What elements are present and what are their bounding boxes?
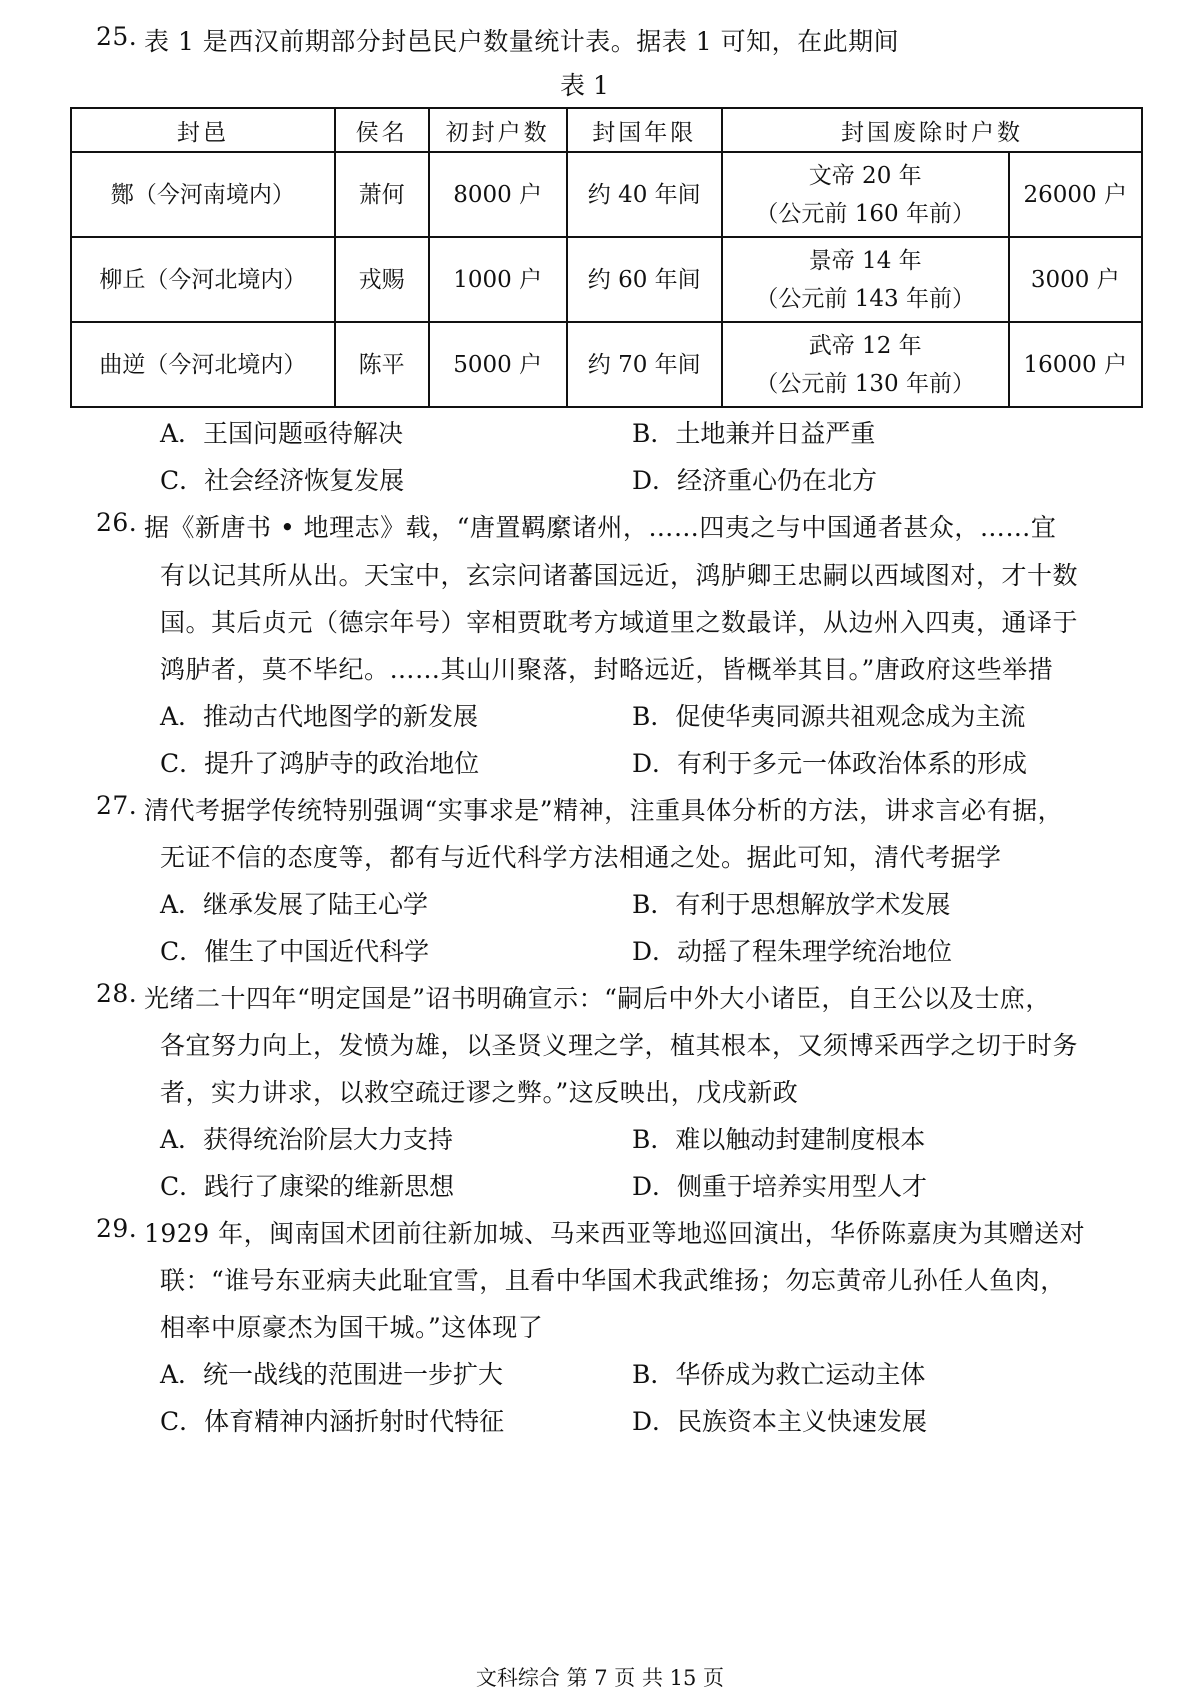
option-a: A．推动古代地图学的新发展 xyxy=(160,702,479,731)
cell-initial: 5000 户 xyxy=(429,322,567,407)
option-b: B．华侨成为救亡运动主体 xyxy=(632,1360,926,1389)
cell-marquis: 戎赐 xyxy=(335,237,429,322)
option-d: D．侧重于培养实用型人才 xyxy=(632,1172,928,1201)
option-a: A．王国问题亟待解决 xyxy=(160,419,404,448)
option-c: C．社会经济恢复发展 xyxy=(160,466,405,495)
option-b: B．土地兼并日益严重 xyxy=(632,419,876,448)
end-date: （公元前 143 年前） xyxy=(755,285,975,312)
option-b: B．难以触动封建制度根本 xyxy=(632,1125,926,1154)
question-stem-line: 鸿胪者，莫不毕纪。……其山川聚落，封略远近，皆概举其目。”唐政府这些举措 xyxy=(160,655,1054,684)
option-c: C．催生了中国近代科学 xyxy=(160,937,430,966)
question-stem-line: 清代考据学传统特别强调“实事求是”精神，注重具体分析的方法，讲求言必有据， xyxy=(144,796,1064,825)
table-row xyxy=(71,237,1142,322)
cell-fief: 曲逆（今河北境内） xyxy=(71,322,335,407)
question-number: 26. xyxy=(96,508,138,537)
option-b: B．促使华夷同源共祖观念成为主流 xyxy=(632,702,1026,731)
fief-household-table xyxy=(70,107,1143,408)
cell-end-households: 3000 户 xyxy=(1009,237,1143,322)
question-stem-line: 1929 年，闽南国术团前往新加城、马来西亚等地巡回演出，华侨陈嘉庚为其赠送对 xyxy=(144,1219,1086,1248)
question-stem-line: 有以记其所从出。天宝中，玄宗问诸蕃国远近，鸿胪卿王忠嗣以西域图对，才十数 xyxy=(160,561,1079,590)
question-stem-line: 无证不信的态度等，都有与近代科学方法相通之处。据此可知，清代考据学 xyxy=(160,843,1002,872)
option-b: B．有利于思想解放学术发展 xyxy=(632,890,951,919)
table-row xyxy=(71,322,1142,407)
end-date: （公元前 160 年前） xyxy=(755,200,975,227)
table-row xyxy=(71,152,1142,237)
question-stem-line: 国。其后贞元（德宗年号）宰相贾耽考方域道里之数最详，从边州入四夷，通译于 xyxy=(160,608,1079,637)
option-d: D．动摇了程朱理学统治地位 xyxy=(632,937,953,966)
option-c: C．体育精神内涵折射时代特征 xyxy=(160,1407,505,1436)
question-number: 27. xyxy=(96,791,138,820)
option-d: D．有利于多元一体政治体系的形成 xyxy=(632,749,1028,778)
end-reign: 武帝 12 年 xyxy=(808,332,922,359)
option-c: C．践行了康梁的维新思想 xyxy=(160,1172,455,1201)
option-a: A．继承发展了陆王心学 xyxy=(160,890,429,919)
table-caption: 表 1 xyxy=(560,71,609,100)
cell-initial: 8000 户 xyxy=(429,152,567,237)
cell-end-time xyxy=(722,237,1009,322)
option-d: D．经济重心仍在北方 xyxy=(632,466,878,495)
question-stem-line: 联：“谁号东亚病夫此耻宜雪，且看中华国术我武维扬；勿忘黄帝儿孙任人鱼肉， xyxy=(160,1266,1066,1295)
cell-years: 约 40 年间 xyxy=(567,152,722,237)
page-footer: 文科综合 第 7 页 共 15 页 xyxy=(475,1666,725,1690)
question-stem: 表 1 是西汉前期部分封邑民户数量统计表。据表 1 可知，在此期间 xyxy=(144,27,900,56)
cell-years: 约 70 年间 xyxy=(567,322,722,407)
question-number: 29. xyxy=(96,1214,138,1243)
end-reign: 文帝 20 年 xyxy=(808,162,922,189)
cell-end-households: 26000 户 xyxy=(1009,152,1143,237)
question-stem-line: 相率中原豪杰为国干城。”这体现了 xyxy=(160,1313,544,1342)
question-stem-line: 各宜努力向上，发愤为雄，以圣贤义理之学，植其根本，又须博采西学之切于时务 xyxy=(160,1031,1079,1060)
end-date: （公元前 130 年前） xyxy=(755,370,975,397)
option-c: C．提升了鸿胪寺的政治地位 xyxy=(160,749,480,778)
cell-marquis: 陈平 xyxy=(335,322,429,407)
cell-fief: 柳丘（今河北境内） xyxy=(71,237,335,322)
cell-end-time xyxy=(722,322,1009,407)
question-number: 25. xyxy=(96,22,138,51)
cell-marquis: 萧何 xyxy=(335,152,429,237)
header-fief: 封邑 xyxy=(71,108,335,152)
cell-years: 约 60 年间 xyxy=(567,237,722,322)
cell-end-households: 16000 户 xyxy=(1009,322,1143,407)
table-header-row xyxy=(71,108,1142,152)
option-d: D．民族资本主义快速发展 xyxy=(632,1407,928,1436)
question-stem-line: 据《新唐书 • 地理志》载，“唐置羁縻诸州，……四夷之与中国通者甚众，……宜 xyxy=(144,513,1057,542)
option-a: A．获得统治阶层大力支持 xyxy=(160,1125,454,1154)
option-a: A．统一战线的范围进一步扩大 xyxy=(160,1360,504,1389)
header-marquis: 侯名 xyxy=(335,108,429,152)
cell-fief: 酂（今河南境内） xyxy=(71,152,335,237)
cell-initial: 1000 户 xyxy=(429,237,567,322)
question-stem-line: 光绪二十四年“明定国是”诏书明确宣示：“嗣后中外大小诸臣，自王公以及士庶， xyxy=(144,984,1051,1013)
cell-end-time xyxy=(722,152,1009,237)
question-number: 28. xyxy=(96,979,138,1008)
end-reign: 景帝 14 年 xyxy=(808,247,922,274)
header-initial-households: 初封户数 xyxy=(429,108,567,152)
header-abolition-households: 封国废除时户数 xyxy=(722,108,1142,152)
header-years: 封国年限 xyxy=(567,108,722,152)
question-stem-line: 者，实力讲求，以救空疏迂谬之弊。”这反映出，戊戌新政 xyxy=(160,1078,799,1107)
